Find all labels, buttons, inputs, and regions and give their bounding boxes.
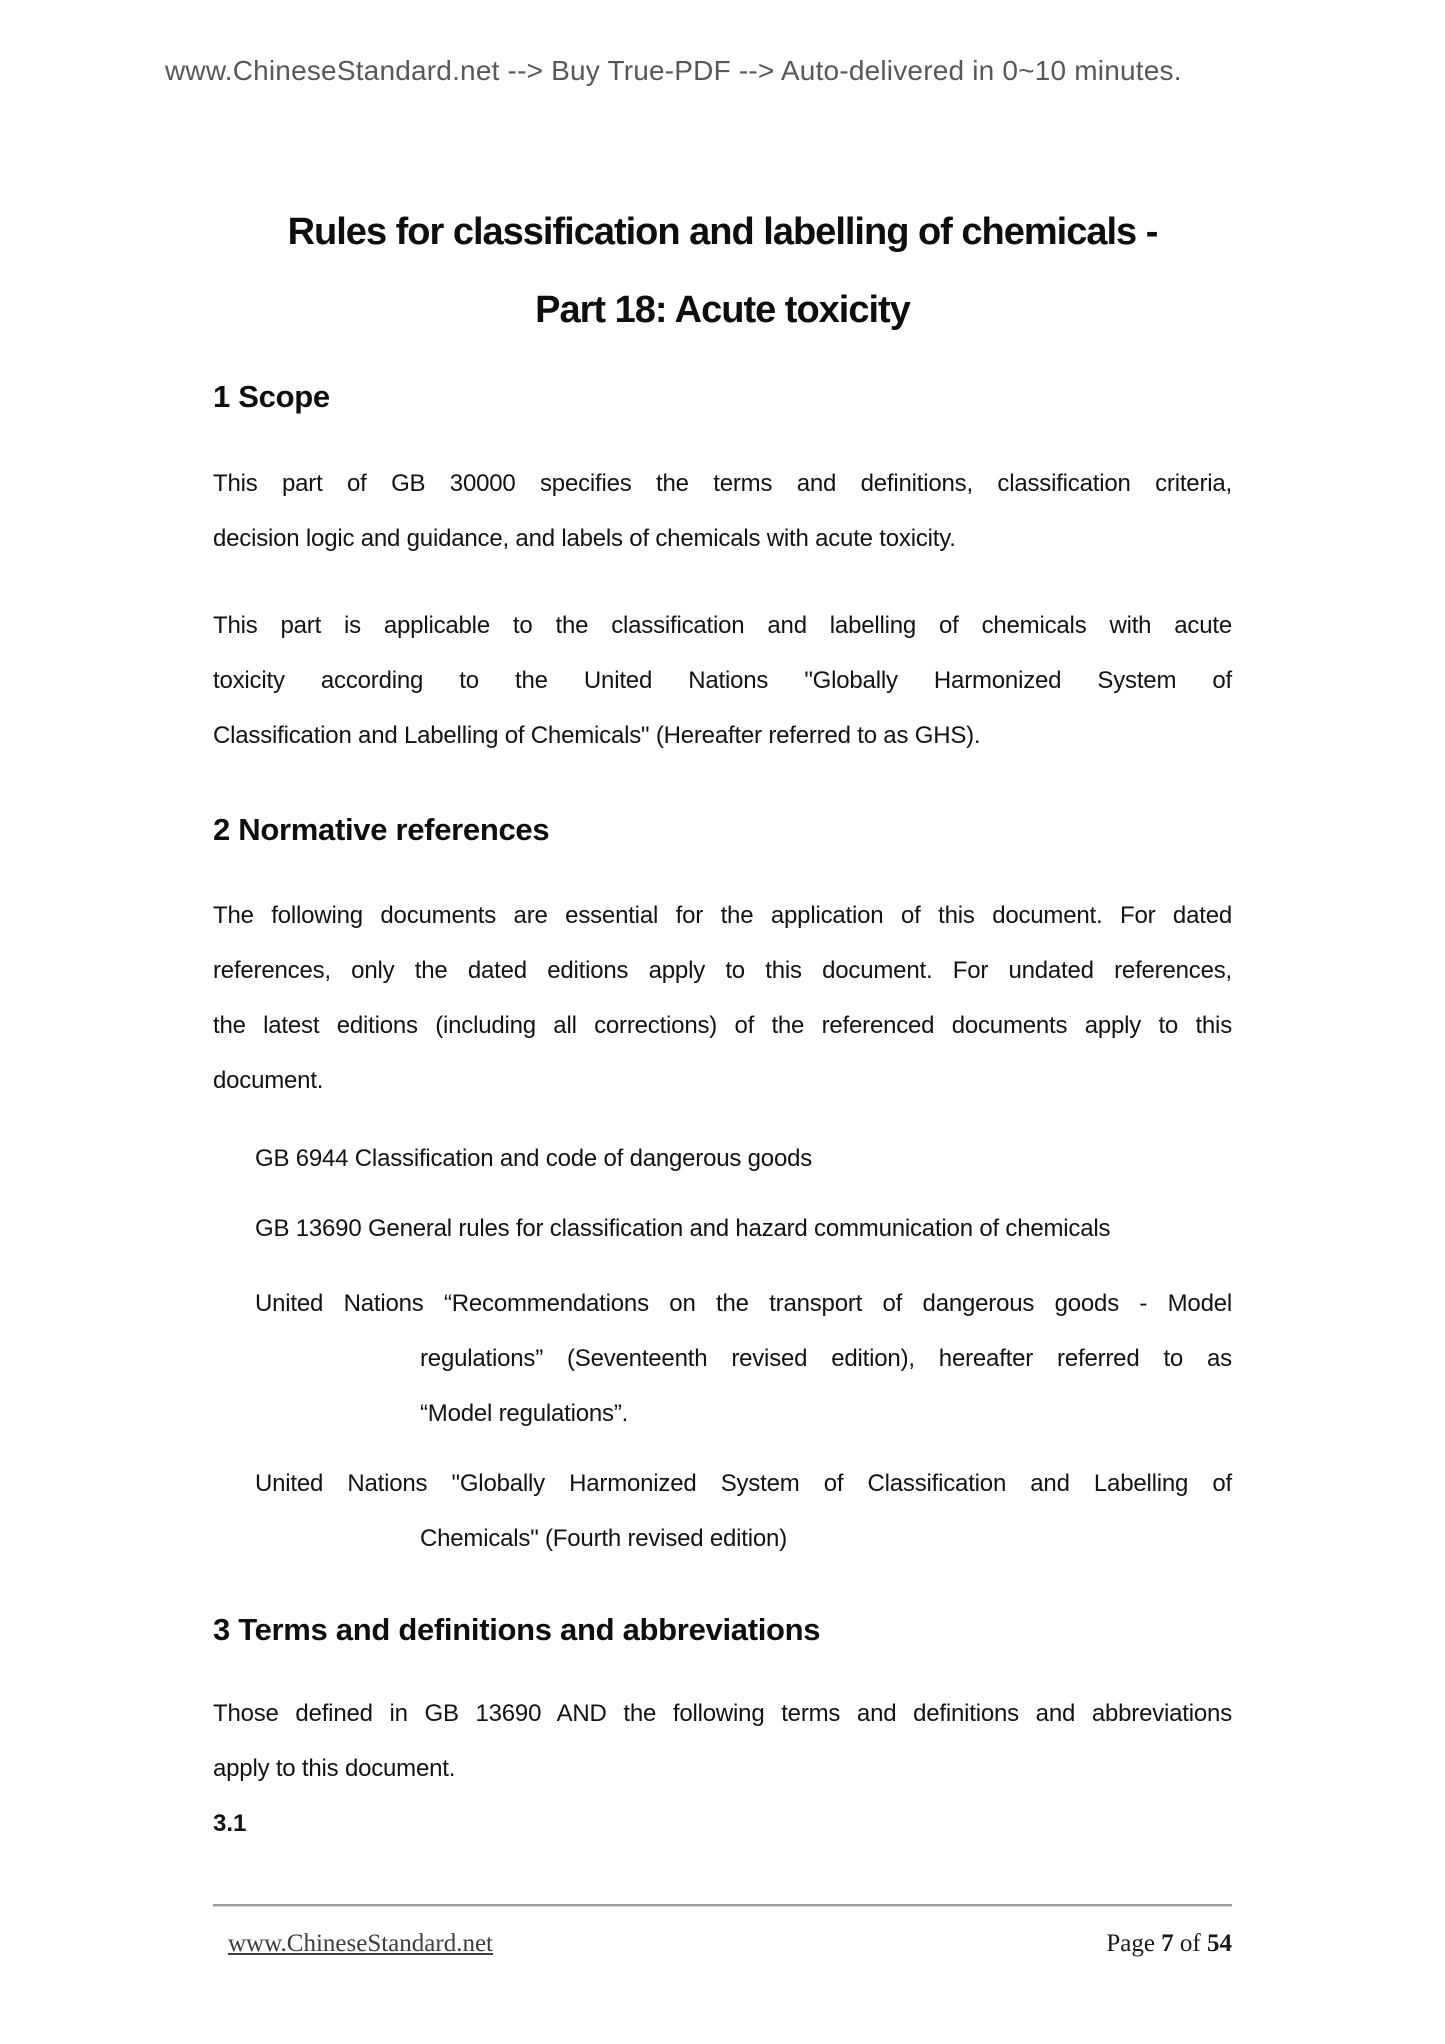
reference-line: “Model regulations”.: [420, 1400, 629, 1427]
footer-divider: [213, 1904, 1232, 1907]
body-line: the latest editions (including all corrections) of the referenced documents apply to this: [213, 1012, 1232, 1039]
footer-site-link[interactable]: www.ChineseStandard.net: [228, 1930, 493, 1957]
body-line: decision logic and guidance, and labels of chemicals with acute toxicity.: [213, 525, 956, 552]
document-title: [213, 193, 1232, 349]
paragraph-normative-intro: [213, 888, 1232, 1108]
body-line: document.: [213, 1067, 324, 1094]
section-heading-terms-definitions: 3 Terms and definitions and abbreviations: [213, 1612, 821, 1647]
reference-line: GB 6944 Classification and code of dangerous goods: [255, 1145, 813, 1172]
footer-page-number: 7: [1161, 1930, 1174, 1957]
footer-page-indicator: [1106, 1930, 1232, 1958]
body-line: Classification and Labelling of Chemicals" (Hereafter referred to as GHS).: [213, 722, 981, 749]
body-line: This part is applicable to the classification and labelling of chemicals with acute: [213, 612, 1232, 639]
reference-line: regulations” (Seventeenth revised edition), hereafter referred to as: [420, 1345, 1232, 1372]
body-line: toxicity according to the United Nations "Globally Harmonized System of: [213, 667, 1232, 694]
footer-page-label: Page: [1106, 1930, 1155, 1957]
footer-page-total: 54: [1207, 1930, 1232, 1957]
section-heading-normative-references: 2 Normative references: [213, 812, 550, 847]
text-column: [213, 0, 1232, 2044]
body-line: Those defined in GB 13690 AND the following terms and definitions and abbreviations: [213, 1700, 1232, 1727]
document-title-line1: Rules for classification and labelling of chemicals -: [287, 211, 1158, 253]
body-line: apply to this document.: [213, 1755, 456, 1782]
reference-un-model-regulations: [213, 1276, 1232, 1441]
section-heading-scope: 1 Scope: [213, 379, 330, 414]
reference-line: United Nations “Recommendations on the transport of dangerous goods - Model: [255, 1290, 1232, 1317]
reference-un-ghs: [213, 1456, 1232, 1566]
paragraph-terms-intro: [213, 1686, 1232, 1796]
reference-gb-13690: [213, 1201, 1232, 1256]
paragraph-scope-2: [213, 598, 1232, 763]
reference-line: Chemicals" (Fourth revised edition): [420, 1525, 787, 1552]
body-line: The following documents are essential for the application of this document. For dated: [213, 902, 1232, 929]
paragraph-scope-1: [213, 456, 1232, 566]
header-buy-notice: www.ChineseStandard.net --> Buy True-PDF --> Auto-delivered in 0~10 minutes.: [165, 55, 1182, 86]
reference-line: GB 13690 General rules for classification and hazard communication of chemicals: [255, 1215, 1111, 1242]
footer-of-label: of: [1179, 1930, 1201, 1957]
body-line: This part of GB 30000 specifies the terms and definitions, classification criteria,: [213, 470, 1232, 497]
reference-line: United Nations "Globally Harmonized System of Classification and Labelling of: [255, 1470, 1232, 1497]
reference-gb-6944: [213, 1131, 1232, 1186]
body-line: references, only the dated editions apply to this document. For undated references,: [213, 957, 1232, 984]
document-title-line2: Part 18: Acute toxicity: [535, 289, 910, 331]
clause-number-3-1: 3.1: [213, 1810, 247, 1837]
